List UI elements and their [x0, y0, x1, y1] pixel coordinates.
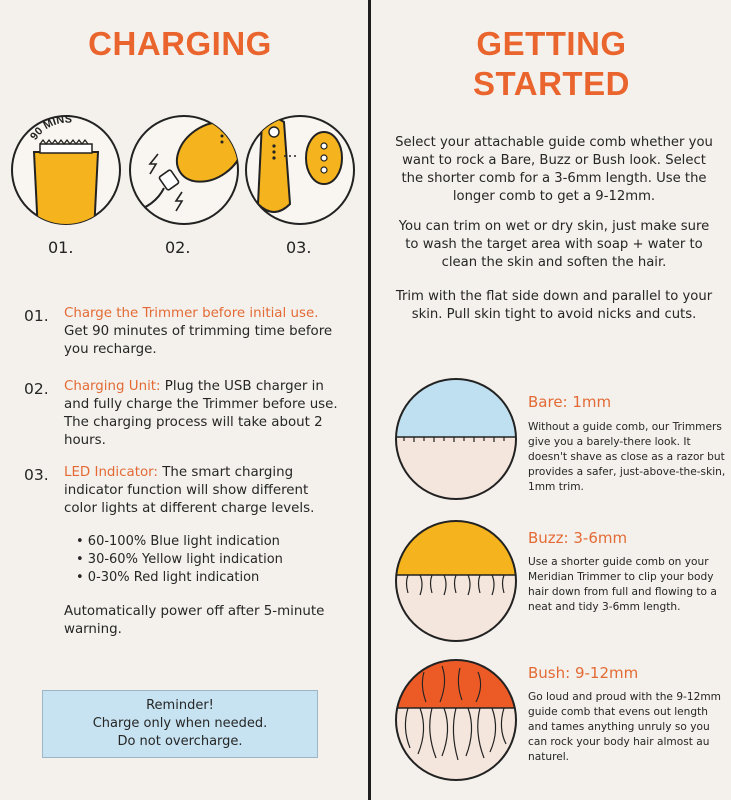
- comb-desc-bush: Go loud and proud with the 9-12mm guide comb that evens out length and tames anything unruly so you can rock your body hair almost au naturel.: [528, 691, 721, 763]
- step-number-3: 03.: [286, 238, 312, 257]
- buzz-comb-icon: [394, 519, 518, 643]
- reminder-line: Charge only when needed.: [92, 716, 268, 731]
- instruction-number: 02.: [24, 380, 49, 398]
- title-line: STARTED: [473, 65, 630, 102]
- step-number-2: 02.: [165, 238, 191, 257]
- list-item: • 60-100% Blue light indication: [76, 534, 280, 549]
- reminder-line: Do not overcharge.: [117, 734, 243, 749]
- comb-title-bare: Bare: 1mm: [528, 393, 612, 411]
- trimmer-timer-icon: [10, 108, 122, 232]
- instruction-text: The smart charging indicator function will show different color lights at different charge levels.: [64, 465, 315, 516]
- step-number-1: 01.: [48, 238, 74, 257]
- instruction-highlight: Charging Unit:: [64, 379, 161, 394]
- instruction-3: [24, 464, 344, 518]
- instruction-1: [24, 305, 344, 359]
- title-line: GETTING: [476, 25, 627, 62]
- bare-comb-icon: [394, 377, 518, 501]
- comb-title-bush: Bush: 9-12mm: [528, 664, 639, 682]
- led-indicator-icon: [244, 108, 356, 232]
- bush-comb-icon: [394, 658, 518, 782]
- auto-off-note: Automatically power off after 5-minute warning.: [64, 604, 325, 637]
- getting-started-section: [372, 0, 731, 800]
- comb-desc-bare: Without a guide comb, our Trimmers give you a barely-there look. It doesn't shave as close as a razor but provides a safer, just-above-the-skin, 1mm trim.: [528, 421, 726, 493]
- list-item: • 30-60% Yellow light indication: [76, 552, 283, 567]
- charging-title: CHARGING: [88, 25, 272, 62]
- instruction-text: Get 90 minutes of trimming time before you recharge.: [64, 324, 333, 357]
- reminder-title: Reminder!: [146, 698, 214, 713]
- instruction-highlight: LED Indicator:: [64, 465, 158, 480]
- paragraph-comb-selection: Select your attachable guide comb whether you want to rock a Bare, Buzz or Bush look. Select the shorter comb for a 3-6mm length. Use the longer comb to get a 9-12mm.: [395, 135, 713, 204]
- instruction-number: 01.: [24, 307, 49, 325]
- comb-title-buzz: Buzz: 3-6mm: [528, 529, 628, 547]
- instruction-text: Plug the USB charger in and fully charge the Trimmer before use. The charging process will take about 2 hours.: [64, 379, 338, 448]
- instruction-2: [24, 378, 344, 450]
- instruction-highlight: Charge the Trimmer before initial use.: [64, 306, 319, 321]
- list-item: • 0-30% Red light indication: [76, 570, 260, 585]
- reminder-box: [42, 690, 318, 758]
- usb-charger-icon: [128, 108, 240, 232]
- paragraph-technique: Trim with the flat side down and parallel to your skin. Pull skin tight to avoid nicks and cuts.: [395, 289, 713, 322]
- paragraph-wet-dry: You can trim on wet or dry skin, just make sure to wash the target area with soap + water to clean the skin and soften the hair.: [398, 219, 710, 270]
- column-divider: [368, 0, 371, 800]
- timer-label: 90 MINS: [28, 113, 73, 143]
- instruction-number: 03.: [24, 466, 49, 484]
- comb-desc-buzz: Use a shorter guide comb on your Meridian Trimmer to clip your body hair down from full and flowing to a neat and tidy 3-6mm length.: [528, 556, 717, 613]
- led-bullet-list: [76, 533, 283, 587]
- getting-started-title: [372, 24, 731, 104]
